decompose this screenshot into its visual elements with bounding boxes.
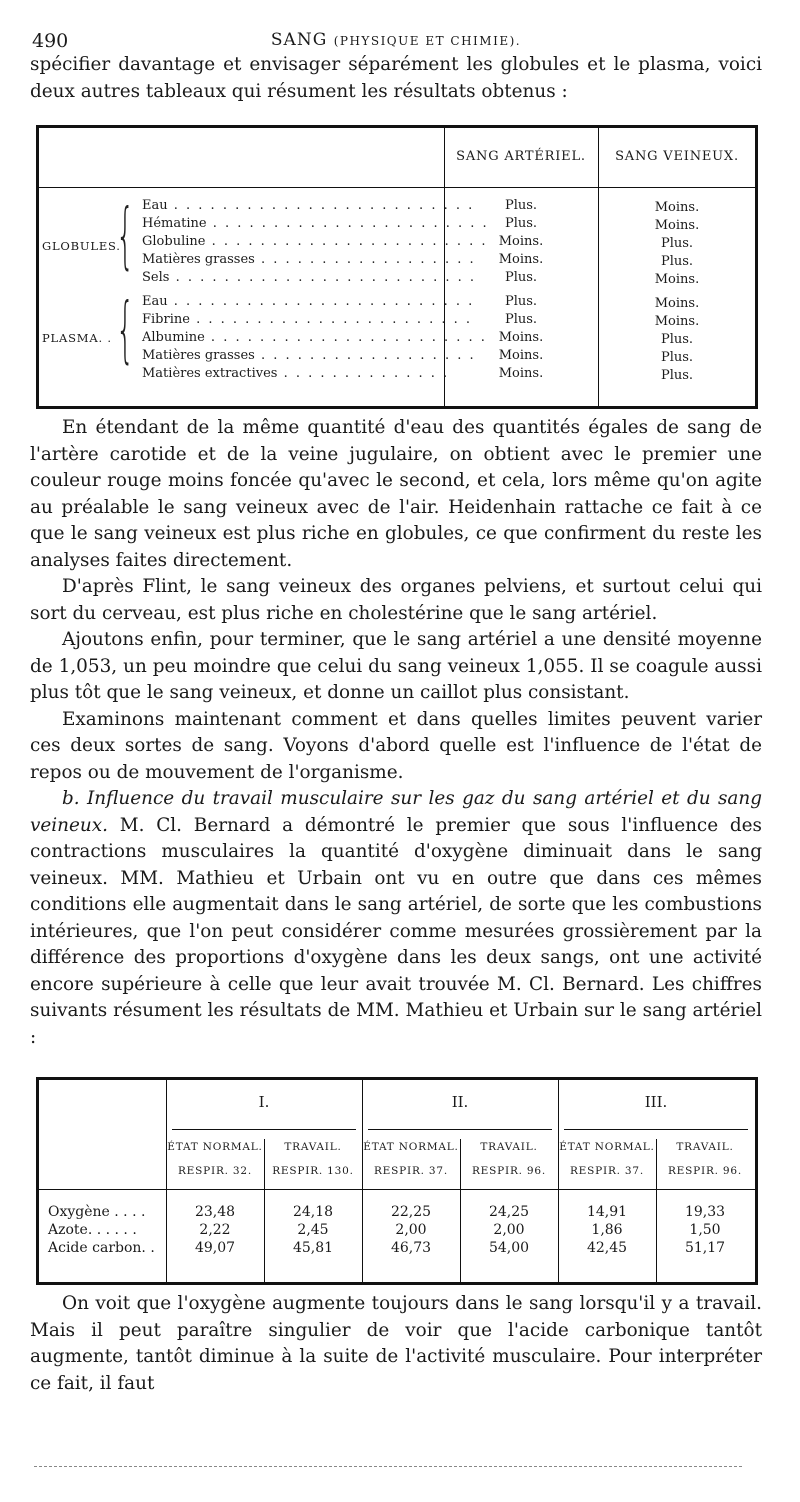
group-label-plasma: PLASMA. .	[42, 331, 112, 345]
blood-composition-table	[36, 125, 758, 409]
intro-paragraph: spécifier davantage et envisager séparément les globules et le plasma, voici deux autres tableaux qui résument les résultats obtenus :	[30, 54, 762, 102]
venous-cell: Moins.	[654, 218, 700, 233]
running-title-sub: (PHYSIQUE ET CHIMIE).	[333, 34, 522, 48]
paragraph-1: En étendant de la même quantité d'eau des quantités égales de sang de l'artère carotide et de la veine jugulaire, on obtient avec le premier une couleur rouge moins foncée qu'avec le second, et cela, lors même qu'on agite au préalable le sang veineux avec de l'air. Heidenhain rattache ce fait à ce que le sang veineux est plus riche en globules, ce que confirment du reste les analyses faites directement.	[30, 417, 762, 571]
table1-header-rule	[38, 187, 756, 188]
row-label-oxygen: Oxygène . . . .	[48, 1204, 146, 1220]
paragraph-2: D'après Flint, le sang veineux des organes pelviens, et surtout celui qui sort du cerveau, est plus riche en cholestérine que le sang artériel.	[30, 576, 762, 624]
value-cell: 14,91	[586, 1204, 628, 1220]
venous-cell: Moins.	[654, 200, 700, 215]
subheader-work: TRAVAIL. RESPIR. 96.	[667, 1141, 743, 1177]
venous-cell: Moins.	[654, 296, 700, 311]
paragraph-5	[30, 786, 762, 1051]
subheader-normal: ÉTAT NORMAL. RESPIR. 37.	[559, 1141, 655, 1177]
subheader-normal: ÉTAT NORMAL. RESPIR. 32.	[167, 1141, 263, 1177]
arterial-cell: Plus.	[504, 270, 538, 285]
value-cell: 23,48	[194, 1204, 236, 1220]
arterial-cell: Moins.	[498, 366, 544, 381]
arterial-cell: Moins.	[498, 234, 544, 249]
venous-cell: Plus.	[660, 254, 694, 269]
subheader-normal: ÉTAT NORMAL. RESPIR. 37.	[363, 1141, 459, 1177]
venous-cell: Plus.	[660, 368, 694, 383]
table-row: Sels . . . . . . . . . . . . . . . . . . . . . . . . .	[142, 270, 477, 285]
section-title: Influence du travail musculaire sur les gaz du sang artériel et du sang veineux.	[30, 788, 762, 836]
value-cell: 2,00	[395, 1222, 427, 1238]
row-label-carbonic-acid: Acide carbon. .	[48, 1240, 155, 1256]
value-cell: 19,33	[684, 1204, 726, 1220]
value-cell: 51,17	[684, 1240, 726, 1256]
value-cell: 49,07	[194, 1240, 236, 1256]
paragraph-3: Ajoutons enfin, pour terminer, que le sang artériel a une densité moyenne de 1,053, un peu moindre que celui du sang veineux 1,055. Il se coagule aussi plus tôt que le sang veineux, et donne un caillot plus consistant.	[30, 629, 762, 703]
table2-group-rule-2	[368, 1129, 552, 1130]
subheader-work: TRAVAIL. RESPIR. 130.	[272, 1141, 354, 1177]
group-header-i: I.	[258, 1093, 270, 1111]
table-row: Hématine . . . . . . . . . . . . . . . . . . . . . . .	[142, 216, 489, 231]
value-cell: 1,86	[591, 1222, 623, 1238]
brace-globules: {	[116, 193, 135, 277]
table1-divider-1	[444, 127, 445, 407]
table-row: Eau . . . . . . . . . . . . . . . . . . . . . . . . .	[142, 294, 475, 309]
col-venous-header: SANG VEINEUX.	[615, 149, 739, 164]
table-row: Eau . . . . . . . . . . . . . . . . . . . . . . . . .	[142, 198, 475, 213]
section-body: M. Cl. Bernard a démontré le premier que sous l'influence des contractions musculaires la quantité d'oxygène diminuait dans le sang veineux. MM. Mathieu et Urbain ont vu en outre que dans ces mêmes conditions elle augmentait dans le sang artériel, de sorte que les combustions intérieures, que l'on peut considérer comme mesurées grossièrement par la différence des proportions d'oxygène dans les deux sangs, ont une activité encore supérieure à celle que leur avait trouvée M. Cl. Bernard. Les chiffres suivants résument les résultats de MM. Mathieu et Urbain sur le sang artériel :	[30, 814, 762, 1048]
section-label: b.	[62, 788, 80, 809]
paragraph-6: On voit que l'oxygène augmente toujours dans le sang lorsqu'il y a travail. Mais il peut paraître singulier de voir que l'acide carbonique tantôt augmente, tantôt diminue à la suite de l'activité musculaire. Pour interpréter ce fait, il faut	[30, 1293, 762, 1394]
value-cell: 2,00	[493, 1222, 525, 1238]
value-cell: 45,81	[292, 1240, 334, 1256]
arterial-cell: Moins.	[498, 252, 544, 267]
arterial-cell: Plus.	[504, 294, 538, 309]
table-row: Matières extractives . . . . . . . . . . . . . .	[142, 366, 450, 381]
col-arterial-header: SANG ARTÉRIEL.	[456, 149, 586, 164]
muscular-work-gas-table	[36, 1077, 758, 1285]
venous-cell: Moins.	[654, 314, 700, 329]
page-number: 490	[32, 30, 69, 52]
arterial-cell: Moins.	[498, 330, 544, 345]
table-row: Albumine . . . . . . . . . . . . . . . . . . . . . . .	[142, 330, 487, 345]
arterial-cell: Plus.	[504, 216, 538, 231]
venous-cell: Plus.	[660, 350, 694, 365]
running-title	[30, 30, 762, 50]
value-cell: 46,73	[390, 1240, 432, 1256]
venous-cell: Plus.	[660, 236, 694, 251]
venous-cell: Plus.	[660, 332, 694, 347]
group-header-iii: III.	[644, 1093, 668, 1111]
table-row: Fibrine . . . . . . . . . . . . . . . . . . . . . . .	[142, 312, 473, 327]
row-label-nitrogen: Azote. . . . . .	[48, 1222, 137, 1238]
table-row: Matières grasses . . . . . . . . . . . . . . . . . .	[142, 348, 476, 363]
table2-group-rule-3	[564, 1129, 748, 1130]
book-page	[30, 24, 762, 1397]
value-cell: 1,50	[689, 1222, 721, 1238]
value-cell: 2,45	[297, 1222, 329, 1238]
group-header-ii: II.	[451, 1093, 469, 1111]
table2-group-rule-1	[172, 1129, 356, 1130]
value-cell: 24,18	[292, 1204, 334, 1220]
footer-rule	[34, 1466, 742, 1467]
table2-header-rule	[38, 1189, 756, 1190]
table1-divider-2	[598, 127, 599, 407]
value-cell: 2,22	[199, 1222, 231, 1238]
value-cell: 22,25	[390, 1204, 432, 1220]
running-title-main: SANG	[270, 30, 328, 50]
value-cell: 24,25	[488, 1204, 530, 1220]
arterial-cell: Moins.	[498, 348, 544, 363]
paragraph-4: Examinons maintenant comment et dans quelles limites peuvent varier ces deux sortes de sang. Voyons d'abord quelle est l'influence de l'état de repos ou de mouvement de l'organisme.	[30, 708, 762, 783]
value-cell: 54,00	[488, 1240, 530, 1256]
page-header	[30, 24, 762, 52]
venous-cell: Moins.	[654, 272, 700, 287]
arterial-cell: Plus.	[504, 198, 538, 213]
group-label-globules: GLOBULES.	[42, 239, 121, 253]
brace-plasma: {	[116, 287, 135, 371]
value-cell: 42,45	[586, 1240, 628, 1256]
subheader-work: TRAVAIL. RESPIR. 96.	[471, 1141, 547, 1177]
arterial-cell: Plus.	[504, 312, 538, 327]
table-row: Globuline . . . . . . . . . . . . . . . . . . . . . . .	[142, 234, 488, 249]
table-row: Matières grasses . . . . . . . . . . . . . . . . . .	[142, 252, 476, 267]
